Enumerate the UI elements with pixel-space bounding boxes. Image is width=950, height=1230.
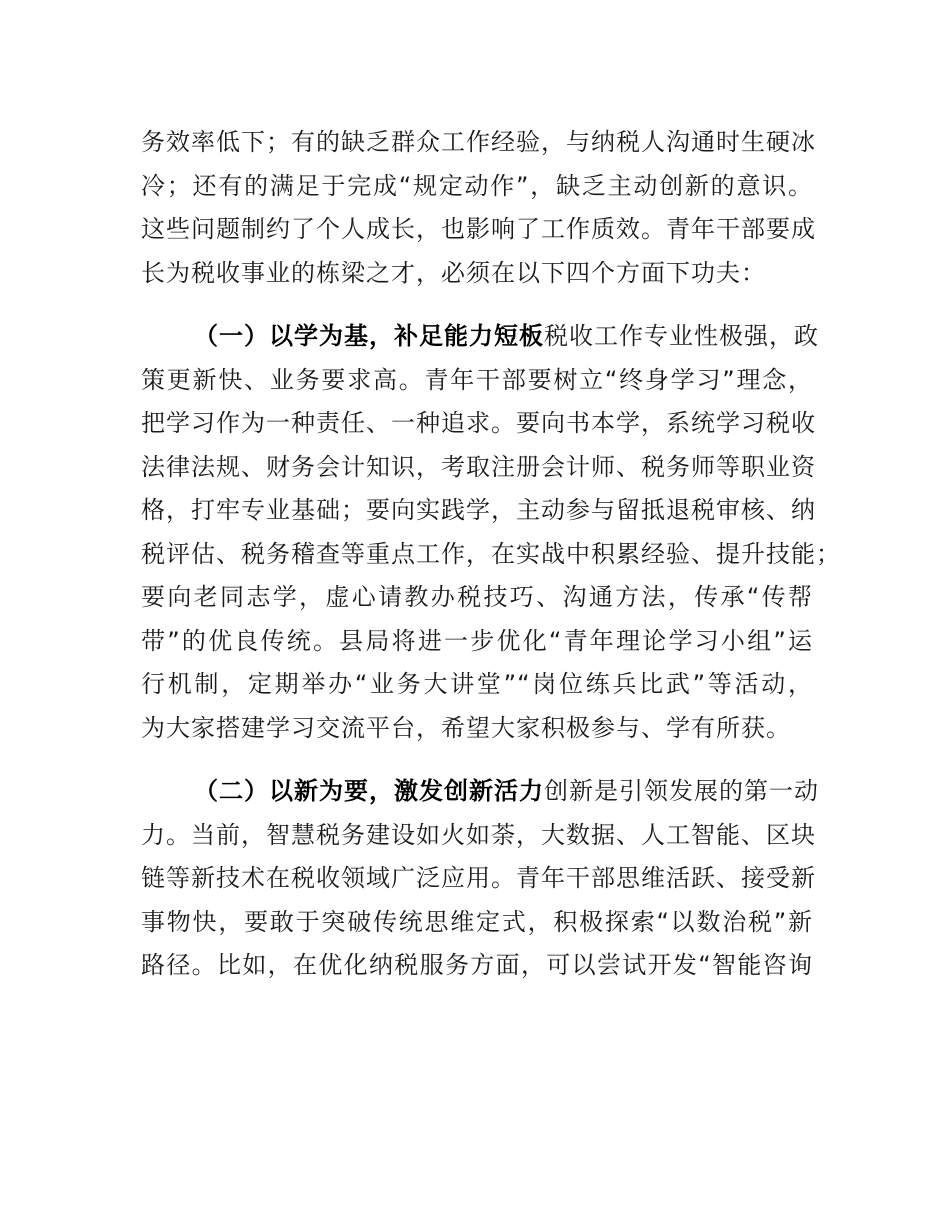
document-body [141, 121, 841, 988]
text-line: 行机制，定期举办“业务大讲堂”“岗位练兵比武”等活动， [141, 670, 813, 698]
text-run: 创新是引领发展的第一动 [544, 777, 819, 805]
text-line: 路径。比如，在优化纳税服务方面，可以尝试开发“智能咨询 [141, 951, 813, 979]
text-run: 税收工作专业性极强，政 [544, 322, 819, 350]
section-heading: （二）以新为要，激发创新活力 [194, 777, 544, 805]
text-line: 要向老同志学，虚心请教办税技巧、沟通方法，传承“传帮 [141, 583, 813, 611]
text-line: 把学习作为一种责任、一种追求。要向书本学，系统学习税收 [141, 409, 816, 437]
paragraph-section-one [141, 315, 841, 750]
text-line: 这些问题制约了个人成长，也影响了工作质效。青年干部要成 [141, 215, 816, 243]
text-line-with-heading [141, 770, 819, 814]
text-line: 法律法规、财务会计知识，考取注册会计师、税务师等职业资 [141, 452, 816, 481]
text-line: 税评估、税务稽查等重点工作，在实战中积累经验、提升技能； [141, 539, 841, 568]
text-line: 带”的优良传统。县局将进一步优化“青年理论学习小组”运 [141, 626, 813, 655]
text-line: 事物快，要敢于突破传统思维定式，积极探索“以数治税”新 [141, 907, 813, 936]
paragraph-section-two [141, 770, 819, 988]
text-line: 冷；还有的满足于完成“规定动作”，缺乏主动创新的意识。 [141, 171, 813, 200]
text-line: 力。当前，智慧税务建设如火如荼，大数据、人工智能、区块 [141, 820, 816, 849]
paragraph-intro-continued [141, 121, 816, 295]
text-line: 长为税收事业的栋梁之才，必须在以下四个方面下功夫： [141, 258, 766, 287]
text-line: 格，打牢专业基础；要向实践学，主动参与留抵退税审核、纳 [141, 496, 816, 524]
text-line-with-heading [141, 315, 819, 359]
text-line: 策更新快、业务要求高。青年干部要树立“终身学习”理念， [141, 365, 813, 394]
text-line: 务效率低下；有的缺乏群众工作经验，与纳税人沟通时生硬冰 [141, 128, 816, 156]
text-line: 链等新技术在税收领域广泛应用。青年干部思维活跃、接受新 [141, 864, 816, 892]
section-heading: （一）以学为基，补足能力短板 [194, 322, 544, 350]
text-line: 为大家搭建学习交流平台，希望大家积极参与、学有所获。 [141, 713, 791, 742]
